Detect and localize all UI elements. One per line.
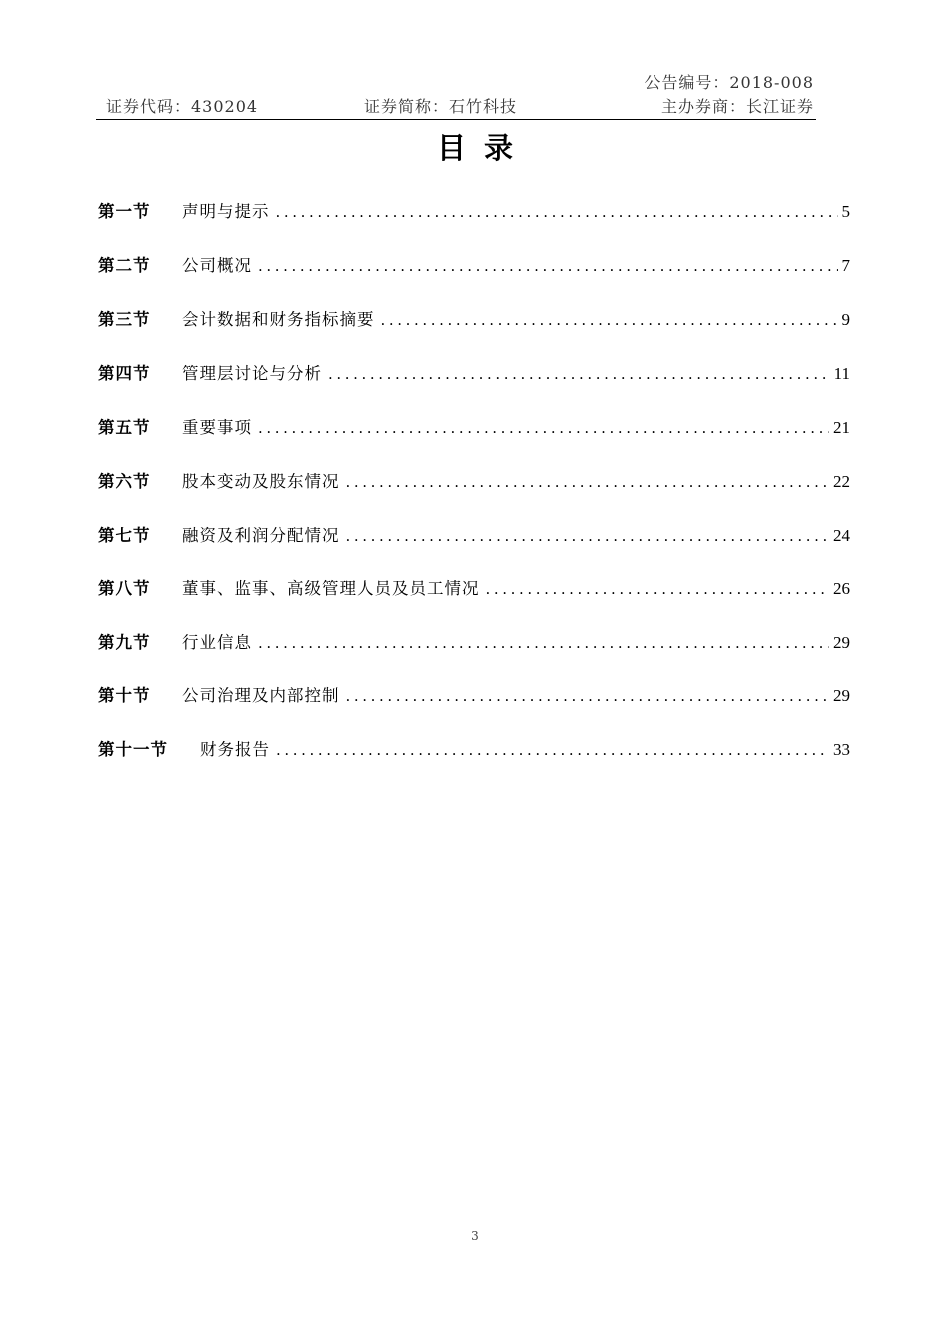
toc-leader-dots	[276, 741, 829, 759]
toc-section-number: 第五节	[98, 418, 151, 437]
toc-leader-dots	[258, 634, 829, 652]
toc-section-number: 第二节	[98, 256, 151, 275]
toc-section-title: 行业信息	[182, 633, 252, 652]
toc-entry[interactable]	[98, 522, 850, 550]
toc-section-number: 第七节	[98, 526, 151, 545]
toc-page-number: 22	[833, 472, 850, 491]
security-abbreviation: 证券简称：石竹科技	[364, 97, 518, 116]
toc-entry[interactable]	[98, 252, 850, 280]
toc-section-number: 第十一节	[98, 740, 168, 759]
announcement-number: 公告编号：2018-008	[644, 73, 814, 92]
toc-leader-dots	[346, 473, 830, 491]
toc-section-title: 会计数据和财务指标摘要	[182, 310, 375, 329]
toc-page-number: 7	[841, 256, 850, 275]
toc-entry[interactable]	[98, 629, 850, 657]
toc-section-title: 融资及利润分配情况	[182, 526, 340, 545]
toc-page-number: 26	[833, 579, 850, 598]
toc-leader-dots	[258, 419, 829, 437]
toc-entry[interactable]	[98, 736, 850, 764]
page-header	[96, 94, 816, 120]
toc-leader-dots	[276, 203, 838, 221]
toc-page-number: 5	[841, 202, 850, 221]
toc-page-number: 33	[833, 740, 850, 759]
toc-entry[interactable]	[98, 360, 850, 388]
toc-leader-dots	[328, 365, 830, 383]
toc-section-number: 第四节	[98, 364, 151, 383]
toc-section-title: 公司概况	[182, 256, 252, 275]
security-code: 证券代码：430204	[106, 97, 259, 116]
toc-leader-dots	[346, 527, 830, 545]
toc-entry[interactable]	[98, 198, 850, 226]
toc-section-number: 第九节	[98, 633, 151, 652]
toc-page-number: 11	[833, 364, 850, 383]
toc-leader-dots	[258, 257, 838, 275]
toc-section-number: 第三节	[98, 310, 151, 329]
toc-page-number: 29	[833, 633, 850, 652]
toc-page-number: 9	[841, 310, 850, 329]
toc-page-number: 21	[833, 418, 850, 437]
toc-leader-dots	[346, 687, 830, 705]
toc-entry[interactable]	[98, 414, 850, 442]
toc-section-title: 董事、监事、高级管理人员及员工情况	[182, 579, 480, 598]
toc-entry[interactable]	[98, 682, 850, 710]
toc-section-title: 公司治理及内部控制	[182, 686, 340, 705]
toc-section-title: 管理层讨论与分析	[182, 364, 322, 383]
toc-heading: 目录	[436, 131, 531, 165]
toc-page-number: 24	[833, 526, 850, 545]
sponsor-broker: 主办券商：长江证券	[660, 97, 814, 116]
toc-section-number: 第八节	[98, 579, 151, 598]
header-divider	[96, 119, 816, 120]
toc-section-title: 财务报告	[200, 740, 270, 759]
toc-section-number: 第一节	[98, 202, 151, 221]
toc-section-number: 第六节	[98, 472, 151, 491]
toc-section-title: 股本变动及股东情况	[182, 472, 340, 491]
toc-entry[interactable]	[98, 575, 850, 603]
toc-leader-dots	[486, 580, 830, 598]
toc-entry[interactable]	[98, 306, 850, 334]
toc-leader-dots	[381, 311, 838, 329]
page-number: 3	[471, 1229, 479, 1243]
toc-page-number: 29	[833, 686, 850, 705]
toc-section-title: 声明与提示	[182, 202, 270, 221]
toc-entry[interactable]	[98, 468, 850, 496]
toc-section-number: 第十节	[98, 686, 151, 705]
toc-section-title: 重要事项	[182, 418, 252, 437]
